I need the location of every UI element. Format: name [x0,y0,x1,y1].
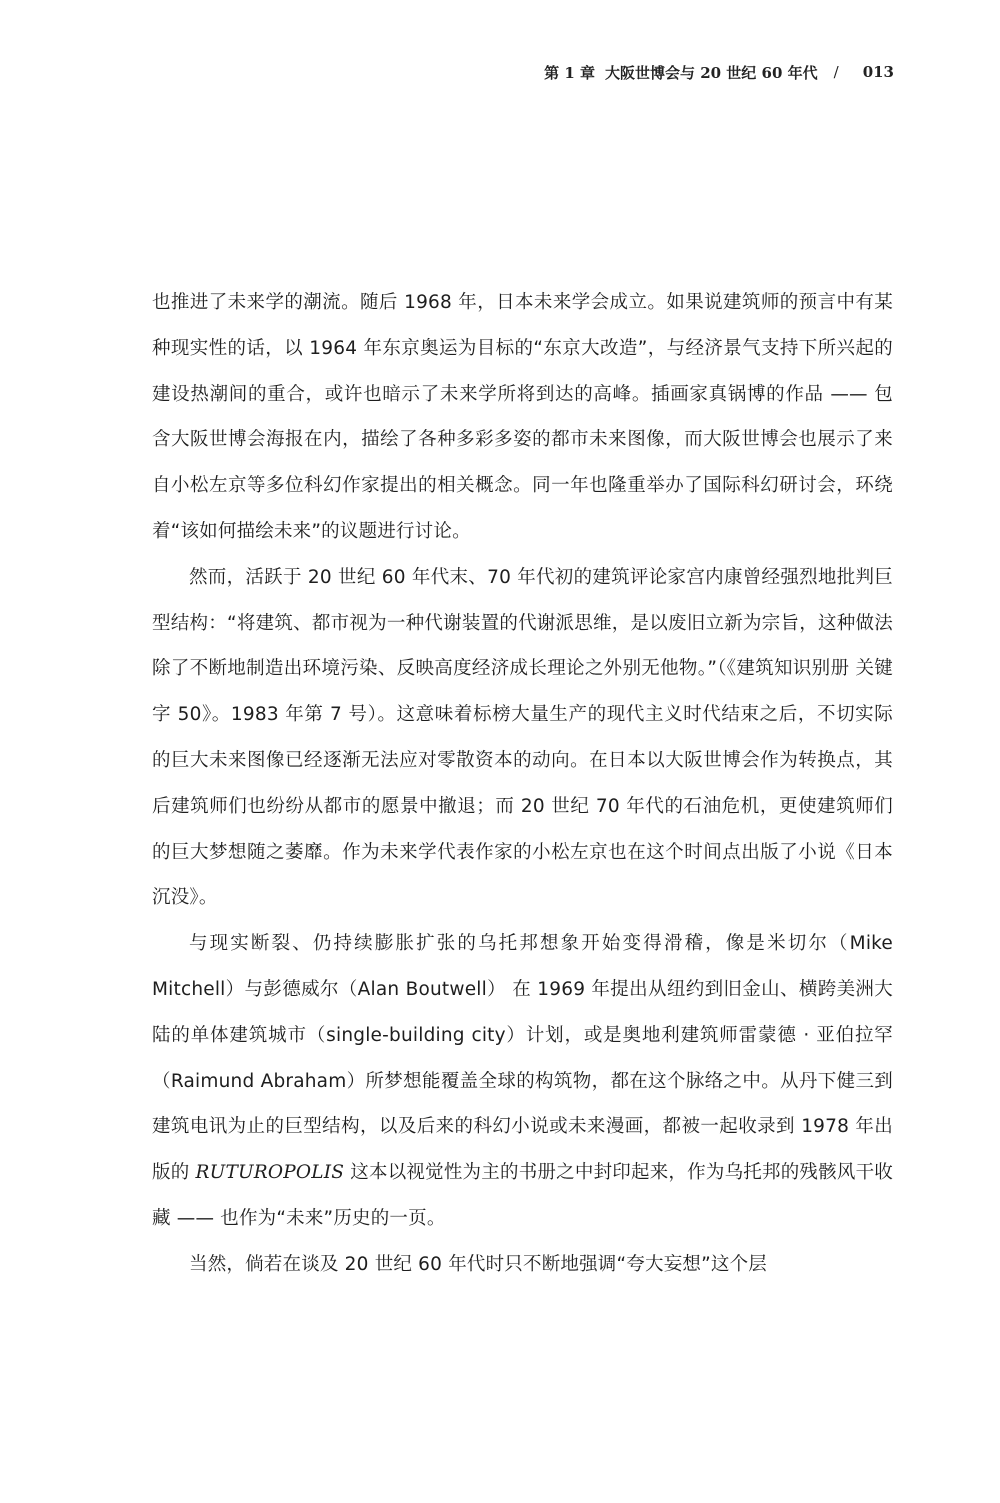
paragraph-3 [152,921,893,1242]
header-separator: / [833,63,839,81]
book-title-italic: RUTUROPOLIS [195,1162,345,1184]
paragraph-2: 然而，活跃于 20 世纪 60 年代末、70 年代初的建筑评论家宫内康曾经强烈地批判巨型结构：“将建筑、都市视为一种代谢装置的代谢派思维，是以废旧立新为宗旨，这种做法除了不断地制造出环境污染、反映高度经济成长理论之外别无他物。”（《建筑知识别册 关键字 50》。1983 年第 7 号）。这意味着标榜大量生产的现代主义时代结束之后，不切实际的巨大未来图像已经逐渐无法应对零散资本的动向。在日本以大阪世博会作为转换点，其后建筑师们也纷纷从都市的愿景中撤退；而 20 世纪 70 年代的石油危机，更使建筑师们的巨大梦想随之萎靡。作为未来学代表作家的小松左京也在这个时间点出版了小说《日本沉没》。 [152,566,893,909]
paragraph-3-part-2: 这本以视觉性为主的书册之中封印起来，作为乌托邦的残骸风干收藏 —— 也作为“未来”历史的一页。 [152,1162,893,1229]
paragraph-4: 当然，倘若在谈及 20 世纪 60 年代时只不断地强调“夸大妄想”这个层 [189,1253,767,1275]
paragraph-3-part-1: 与现实断裂、仍持续膨胀扩张的乌托邦想象开始变得滑稽，像是米切尔（Mike Mitchell）与彭德威尔（Alan Boutwell） 在 1969 年提出从纽约到旧金山、横跨美洲大陆的单体建筑城市（single-building city）计划，或是奥地利建筑师雷蒙德 · 亚伯拉罕（Raimund Abraham）所梦想能覆盖全球的构筑物，都在这个脉络之中。从丹下健三到建筑电讯为止的巨型结构，以及后来的科幻小说或未来漫画，都被一起收录到 1978 年出版的 [152,933,894,1184]
paragraph-1: 也推进了未来学的潮流。随后 1968 年，日本未来学会成立。如果说建筑师的预言中有某种现实性的话，以 1964 年东京奥运为目标的“东京大改造”，与经济景气支持下所兴起的建设热潮间的重合，或许也暗示了未来学所将到达的高峰。插画家真锅博的作品 —— 包含大阪世博会海报在内，描绘了各种多彩多姿的都市未来图像，而大阪世博会也展示了来自小松左京等多位科幻作家提出的相关概念。同一年也隆重举办了国际科幻研讨会，环绕着“该如何描绘未来”的议题进行讨论。 [152,292,893,542]
chapter-number: 第 1 章 [544,63,595,82]
page-number: 013 [862,63,894,81]
running-header [544,61,894,83]
chapter-title: 大阪世博会与 20 世纪 60 年代 [604,63,818,82]
body-text [152,280,893,1288]
